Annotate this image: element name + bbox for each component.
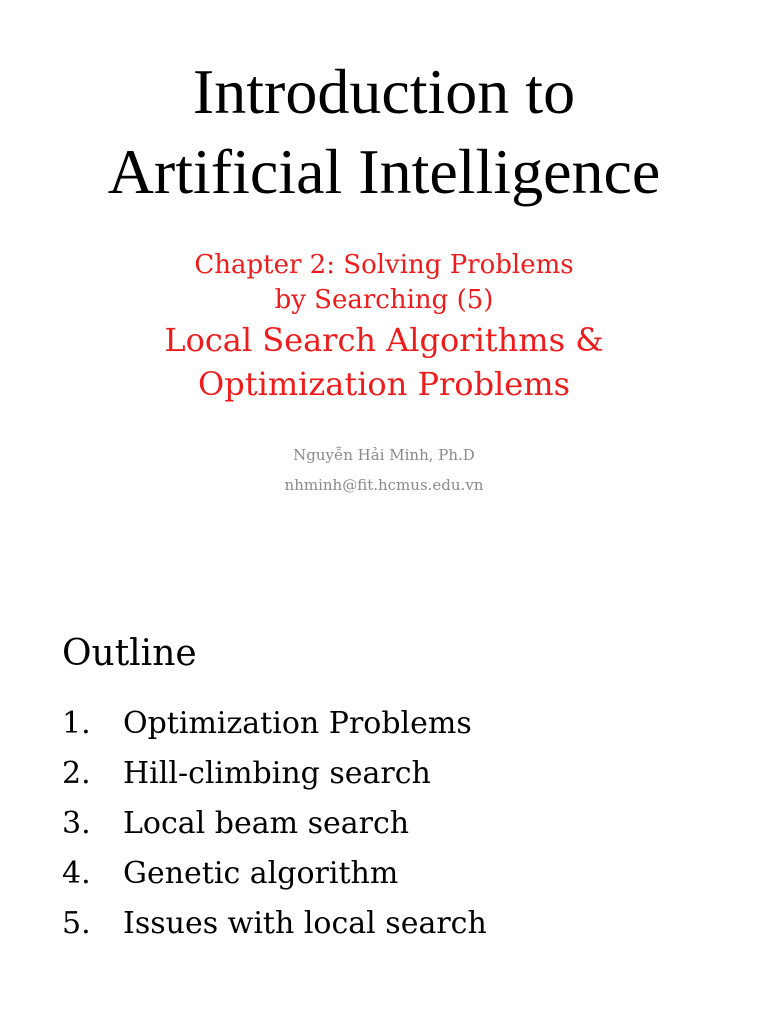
- slide-subtitle: [0, 248, 768, 406]
- author-email: nhminh@fit.hcmus.edu.vn: [284, 476, 484, 494]
- outline-list: [62, 699, 487, 949]
- author-name: Nguyễn Hải Minh, Ph.D: [293, 446, 475, 464]
- list-item-number: 2.: [62, 756, 91, 791]
- list-item-text: Genetic algorithm: [123, 856, 399, 891]
- list-item: [62, 699, 487, 749]
- list-item: [62, 749, 487, 799]
- title-line: Introduction to: [192, 56, 576, 127]
- list-item-text: Optimization Problems: [123, 706, 472, 741]
- list-item-number: 5.: [62, 906, 91, 941]
- slide-title: [0, 52, 768, 212]
- list-item-number: 3.: [62, 806, 91, 841]
- list-item: [62, 849, 487, 899]
- list-item-number: 1.: [62, 706, 91, 741]
- list-item-number: 4.: [62, 856, 91, 891]
- list-item: [62, 899, 487, 949]
- chapter-line: Chapter 2: Solving Problems: [194, 250, 574, 280]
- chapter-line: by Searching (5): [274, 285, 494, 315]
- author-info: [0, 440, 768, 500]
- outline-heading: Outline: [62, 633, 197, 674]
- title-line: Artificial Intelligence: [107, 136, 661, 207]
- list-item-text: Local beam search: [123, 806, 410, 841]
- list-item-text: Hill-climbing search: [123, 756, 431, 791]
- outline-slide: [0, 590, 768, 1024]
- list-item: [62, 799, 487, 849]
- topic-line: Optimization Problems: [198, 365, 570, 403]
- topic-line: Local Search Algorithms &: [164, 321, 604, 359]
- list-item-text: Issues with local search: [123, 906, 487, 941]
